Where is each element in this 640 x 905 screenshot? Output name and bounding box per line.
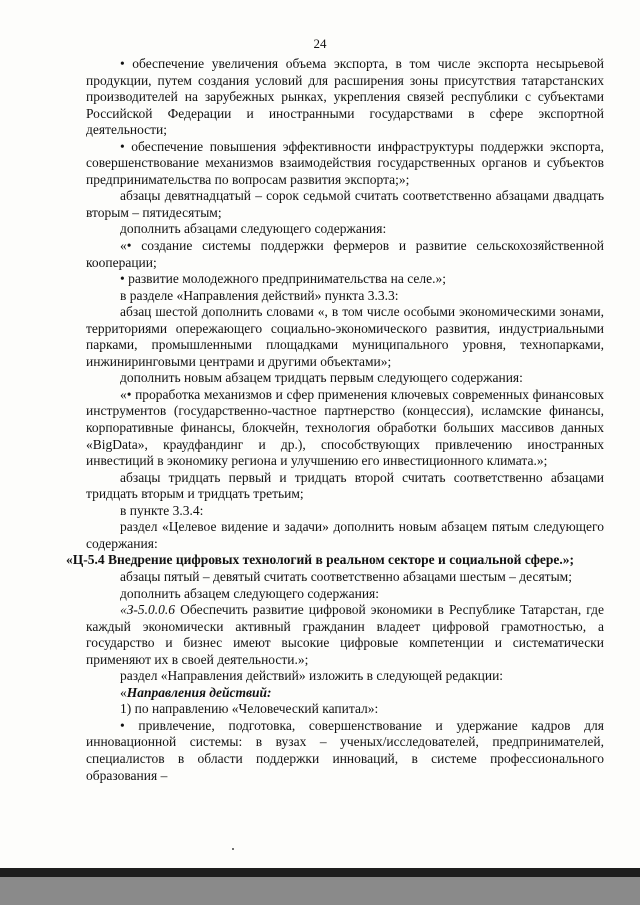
paragraph-7: в разделе «Направления действий» пункта 3.3.3: bbox=[120, 287, 399, 303]
section-heading bbox=[86, 685, 604, 702]
paragraph-16: дополнить абзацем следующего содержания: bbox=[120, 585, 380, 601]
paragraph-5: «• создание системы поддержки фермеров и развитие сельскохозяйственной кооперации; bbox=[86, 238, 604, 270]
paragraph-18: раздел «Направления действий» изложить в следующей редакции: bbox=[120, 668, 504, 684]
paragraph-21: • привлечение, подготовка, совершенствование и удержание кадров для инновационной системы: в вузах – ученых/исследователей, предпринимателей, специалистов в области поддержки инноваций, в системе профессионального образования – bbox=[86, 717, 604, 783]
paragraph-9: дополнить новым абзацем тридцать первым следующего содержания: bbox=[120, 370, 523, 386]
paragraph-11: абзацы тридцать первый и тридцать второй считать соответственно абзацами тридцать вторым и тридцать третьим; bbox=[86, 469, 604, 502]
paragraph-3: абзацы девятнадцатый – сорок седьмой считать соответственно абзацами двадцать вторым – пятидесятым; bbox=[86, 188, 604, 220]
page-number: 24 bbox=[313, 36, 327, 51]
paragraph-4: дополнить абзацами следующего содержания: bbox=[120, 221, 387, 237]
paragraph-15: абзацы пятый – девятый считать соответственно абзацами шестым – десятым; bbox=[120, 568, 572, 584]
paragraph-6: • развитие молодежного предпринимательства на селе.»; bbox=[120, 271, 446, 287]
scan-speck bbox=[232, 848, 234, 850]
scan-border-dark bbox=[0, 868, 640, 877]
paragraph-2: • обеспечение повышения эффективности инфраструктуры поддержки экспорта, совершенствование механизмов взаимодействия государственных органов и субъектов предпринимательства по вопросам развития экспорта;»; bbox=[86, 138, 604, 187]
task-text: Обеспечить развитие цифровой экономики в Республике Татарстан, где каждый экономически активный гражданин владеет цифровой грамотностью, а государство и бизнес имеют высокие цифровые компетенции и систематически применяют их в своей деятельности.»; bbox=[86, 602, 604, 667]
goal-heading: «Ц-5.4 Внедрение цифровых технологий в реальном секторе и социальной сфере.»; bbox=[66, 552, 575, 568]
paragraph-8: абзац шестой дополнить словами «, в том числе особыми экономическими зонами, территориями опережающего социально-экономического развития, индустриальными парками, промышленными площадками муниципального уровня, технопарками, инжиниринговыми центрами и другими объектами»; bbox=[86, 304, 604, 369]
paragraph-17 bbox=[86, 602, 604, 668]
section-heading-text: Направления действий: bbox=[126, 684, 272, 700]
paragraph-10: «• проработка механизмов и сфер применения ключевых современных финансовых инструментов (государственно-частное партнерство (концессия), исламские финансы, корпоративные финансы, блокчейн, технология обработки больших массивов данных «BigData», краудфандинг и др.), способствующих привлечению иностранных инвестиций в экономику региона и улучшению его инвестиционного климата.»; bbox=[86, 386, 604, 469]
section-heading-quote: « bbox=[120, 684, 127, 700]
paragraph-12: в пункте 3.3.4: bbox=[120, 502, 204, 518]
task-code: «З-5.0.0.6 bbox=[120, 602, 176, 618]
document-body bbox=[66, 56, 604, 784]
paragraph-20: 1) по направлению «Человеческий капитал»: bbox=[120, 701, 379, 717]
paragraph-13: раздел «Целевое видение и задачи» дополнить новым абзацем пятым следующего содержания: bbox=[86, 519, 604, 551]
paragraph-1: • обеспечение увеличения объема экспорта, в том числе экспорта несырьевой продукции, путем создания условий для расширения зоны присутствия татарстанских производителей на зарубежных рынках, укрепления связей республики с субъектами Российской Федерации и иностранными государствами в сфере экспортной деятельности; bbox=[86, 56, 604, 138]
